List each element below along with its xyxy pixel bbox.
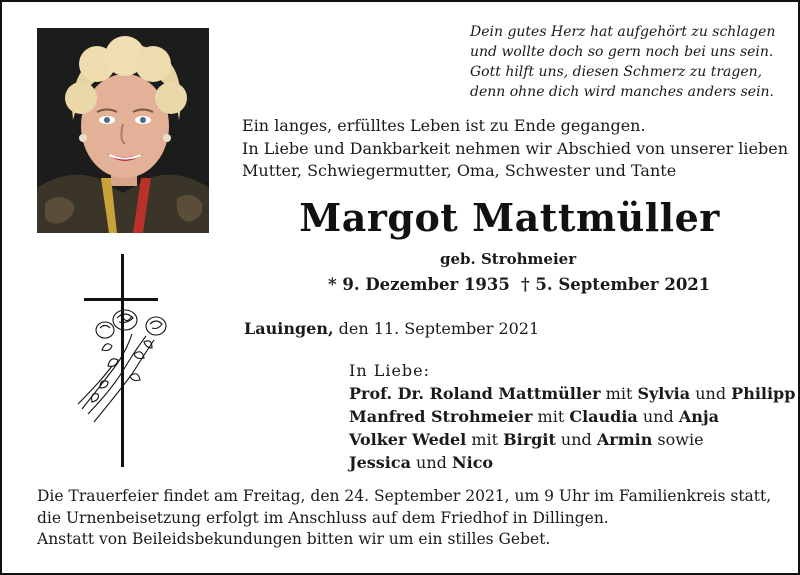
poem-line: Gott hilft uns, diesen Schmerz zu tragen, [470,64,763,80]
birth-date: * 9. Dezember 1935 [328,275,510,294]
ceremony-line: Anstatt von Beileidsbekundungen bitten wir um ein stilles Gebet. [37,530,551,548]
mourner-name: Armin [596,430,653,449]
mourner-name: Claudia [569,407,638,426]
mourner-name: Volker Wedel [349,430,467,449]
connector-text: und [410,453,452,472]
connector-text: sowie [652,430,704,449]
place: Lauingen, [244,319,334,338]
mourner-name: Manfred Strohmeier [349,407,533,426]
intro-line: Ein langes, erfülltes Leben ist zu Ende gegangen. [242,116,646,135]
cross-with-roses-icon [72,254,172,469]
mourners-heading: In Liebe: [349,361,431,380]
connector-text: und [555,430,597,449]
poem-line: Dein gutes Herz hat aufgehört zu schlagen [470,24,776,40]
publication-date: den 11. September 2021 [338,319,540,338]
mourner-row [349,382,795,405]
mourner-name: Philipp [731,384,796,403]
connector-text: und [690,384,732,403]
mourner-row [349,405,795,428]
mourner-name: Jessica [349,453,411,472]
poem [470,22,790,102]
ceremony-info [37,486,771,551]
mourner-name: Anja [678,407,720,426]
mourner-row [349,428,795,451]
connector-text: und [637,407,679,426]
life-dates [328,275,711,294]
death-date: † 5. September 2021 [521,275,711,294]
mourner-name: Prof. Dr. Roland Mattmüller [349,384,601,403]
connector-text: mit [600,384,638,403]
birth-name: geb. Strohmeier [440,250,577,268]
intro-text [242,115,792,183]
poem-line: denn ohne dich wird manches anders sein. [470,84,775,100]
ceremony-line: Die Trauerfeier findet am Freitag, den 24. September 2021, um 9 Uhr im Familienkreis statt, [37,487,772,505]
connector-text: mit [466,430,504,449]
ceremony-line: die Urnenbeisetzung erfolgt im Anschluss auf dem Friedhof in Dillingen. [37,508,609,527]
mourners-list [349,359,795,474]
mourner-row [349,451,795,474]
connector-text: mit [532,407,570,426]
intro-line: In Liebe und Dankbarkeit nehmen wir Abschied von unserer lieben [242,138,789,158]
intro-line: Mutter, Schwiegermutter, Oma, Schwester und Tante [242,161,677,180]
mourner-name: Sylvia [637,384,691,403]
poem-line: und wollte doch so gern noch bei uns sein. [470,44,774,60]
mourner-name: Nico [451,453,494,472]
portrait-photo [37,28,209,233]
mourner-name: Birgit [503,430,556,449]
portrait-illustration [37,28,209,233]
deceased-name: Margot Mattmüller [299,195,720,240]
place-and-date [244,319,539,338]
